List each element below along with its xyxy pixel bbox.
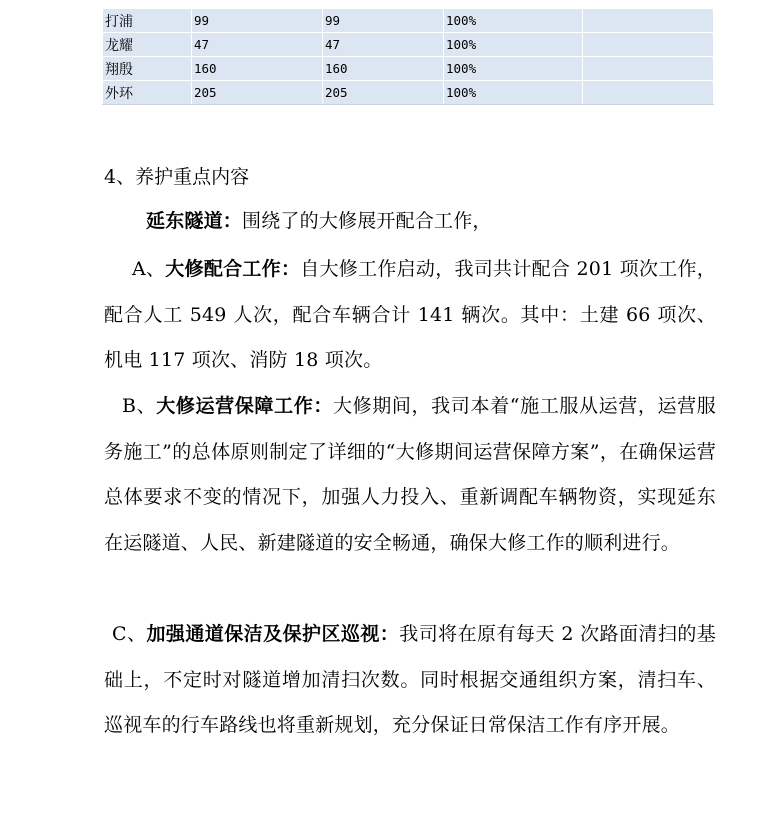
table-cell-note (583, 9, 714, 33)
paragraph-a-prefix: A、 (132, 258, 166, 280)
table-cell-rate: 100% (444, 33, 583, 57)
table-cell-rate: 100% (444, 9, 583, 33)
statistics-table (102, 8, 714, 105)
table-row (103, 33, 714, 57)
paragraph-a-text: 自大修工作启动，我司共计配合 201 项次工作，配合人工 549 人次，配合车辆合计 141 辆次。其中：土建 66 项次、机电 117 项次、消防 18 项次。 (104, 258, 716, 371)
paragraph-c-text: 我司将在原有每天 2 次路面清扫的基础上，不定时对隧道增加清扫次数。同时根据交通组织方案，清扫车、巡视车的行车路线也将重新规划，充分保证日常保洁工作有序开展。 (104, 623, 716, 736)
section-heading: 4、养护重点内容 (104, 166, 250, 188)
table-cell-name: 龙耀 (103, 33, 192, 57)
paragraph-b-text: 大修期间，我司本着“施工服从运营，运营服务施工”的总体原则制定了详细的“大修期间运营保障方案”，在确保运营总体要求不变的情况下，加强人力投入、重新调配车辆物资，实现延东在运隧道、人民、新建隧道的安全畅通，确保大修工作的顺利进行。 (104, 395, 716, 554)
paragraph-a-title: 大修配合工作： (165, 258, 301, 280)
statistics-table-body (103, 9, 714, 105)
paragraph-yandong-text: 围绕了的大修展开配合工作， (242, 210, 492, 232)
table-cell-name: 外环 (103, 81, 192, 105)
table-cell-value: 99 (192, 9, 323, 33)
table-cell-value: 160 (323, 57, 444, 81)
paragraph-c-prefix: C、 (112, 623, 147, 645)
table-row (103, 9, 714, 33)
paragraph-b-title: 大修运营保障工作： (156, 395, 333, 417)
table-cell-value: 160 (192, 57, 323, 81)
paragraph-yandong (104, 199, 716, 245)
table-cell-name: 翔殷 (103, 57, 192, 81)
table-cell-value: 205 (192, 81, 323, 105)
table-cell-rate: 100% (444, 57, 583, 81)
table-row (103, 81, 714, 105)
paragraph-c-title: 加强通道保洁及保护区巡视： (146, 623, 400, 645)
table-cell-rate: 100% (444, 81, 583, 105)
paragraph-b-prefix: B、 (122, 395, 157, 417)
table-cell-name: 打浦 (103, 9, 192, 33)
table-cell-note (583, 33, 714, 57)
table-cell-note (583, 81, 714, 105)
table-cell-value: 47 (323, 33, 444, 57)
paragraph-c (104, 612, 716, 749)
paragraph-a (104, 247, 716, 384)
table-cell-note (583, 57, 714, 81)
table-row (103, 57, 714, 81)
table-cell-value: 205 (323, 81, 444, 105)
paragraph-b (104, 384, 716, 566)
paragraph-yandong-title: 延东隧道： (146, 210, 243, 232)
table-cell-value: 47 (192, 33, 323, 57)
table-cell-value: 99 (323, 9, 444, 33)
